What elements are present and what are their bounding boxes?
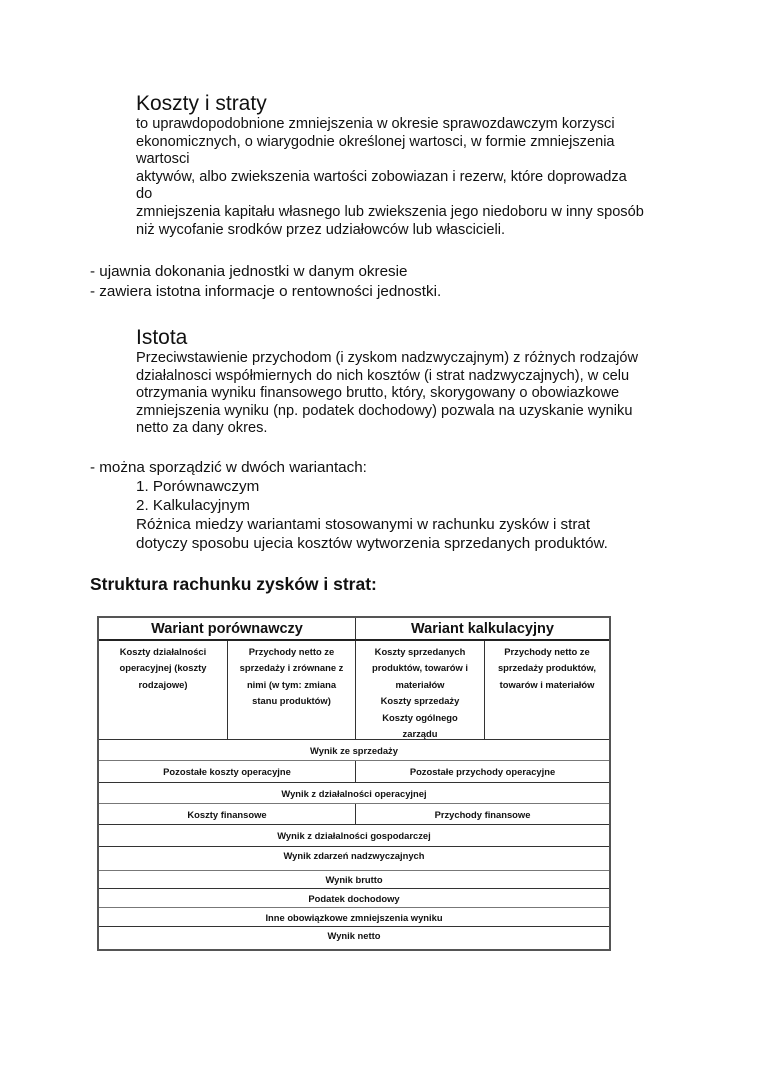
variant-list-item: 1. Porównawczym [136, 478, 260, 495]
paragraph-istota [136, 350, 638, 438]
text-line: niż wycofanie srodków przez udziałowców lub włascicieli. [136, 221, 506, 238]
table-header-row [99, 618, 609, 641]
text-line: wartosci [136, 151, 190, 168]
cell-wynik-ze-sprzedazy: Wynik ze sprzedaży [310, 744, 398, 756]
cell-text: produktów, towarów i [371, 662, 468, 674]
cell-text: towarów i materiałów [499, 678, 595, 690]
table-row [99, 908, 609, 927]
text-line: do [136, 186, 153, 203]
table-row [99, 871, 609, 889]
cell-wynik-netto: Wynik netto [327, 930, 381, 941]
heading-istota: Istota [136, 326, 188, 349]
structure-title: Struktura rachunku zysków i strat: [90, 574, 377, 594]
text-line: otrzymania wyniku finansowego brutto, który, skorygowany o obowiazkowe [136, 385, 620, 402]
cell-text: Koszty sprzedaży [380, 695, 460, 707]
text-line: ekonomicznych, o wiarygodnie określonej wartosci, w formie zmniejszenia [136, 133, 615, 150]
cell-przychody-netto-porownawczy [228, 641, 356, 739]
variants-note-line: dotyczy sposobu ujecia kosztów wytworzenia sprzedanych produktów. [136, 535, 608, 552]
table-row [99, 847, 609, 871]
text-line: to uprawdopodobnione zmniejszenia w okresie sprawozdawczym korzysci [136, 116, 615, 132]
table-row [99, 804, 609, 825]
cell-text: rodzajowe) [138, 678, 188, 690]
bullet-item: - ujawnia dokonania jednostki w danym okresie [90, 263, 408, 280]
variants-intro: - można sporządzić w dwóch wariantach: [90, 459, 367, 476]
table-row-costs-revenues [99, 641, 609, 740]
bullet-item: - zawiera istotna informacje o rentowności jednostki. [90, 283, 442, 300]
cell-koszty-dzialalnosci-operacyjnej [99, 641, 228, 739]
table-row [99, 740, 609, 761]
cell-podatek-dochodowy: Podatek dochodowy [308, 892, 400, 904]
cell-text: zarządu [402, 728, 438, 740]
cell-text: Koszty sprzedanych [374, 646, 466, 657]
paragraph-koszty-definition [136, 116, 644, 239]
cell-text: Przychody netto ze [248, 646, 335, 657]
cell-pozostale-koszty-operacyjne: Pozostałe koszty operacyjne [99, 761, 356, 782]
cell-text: stanu produktów) [252, 695, 331, 707]
cell-przychody-netto-kalkulacyjny [485, 641, 609, 739]
table-row [99, 783, 609, 804]
cell-text: Koszty działalności [119, 646, 207, 657]
cell-text: sprzedaży produktów, [497, 662, 597, 674]
cell-przychody-finansowe: Przychody finansowe [434, 808, 531, 820]
cell-inne-zmniejszenia-wyniku: Inne obowiązkowe zmniejszenia wyniku [265, 911, 443, 923]
cell-wynik-operacyjny: Wynik z działalności operacyjnej [281, 787, 427, 799]
text-line: aktywów, albo zwiekszenia wartości zobowiazan i rezerw, które doprowadza [136, 168, 627, 185]
table-row [99, 825, 609, 847]
text-line: działalnosci współmiernych do nich kosztów (i strat nadzwyczajnych), w celu [136, 367, 630, 384]
text-line: Przeciwstawienie przychodom (i zyskom nadzwyczajnym) z różnych rodzajów [136, 350, 639, 366]
cell-text: Koszty ogólnego [382, 711, 458, 723]
variant-list-item: 2. Kalkulacyjnym [136, 497, 250, 514]
header-wariant-kalkulacyjny: Wariant kalkulacyjny [411, 620, 554, 637]
income-statement-structure-table [97, 616, 611, 951]
cell-koszty-sprzedanych-produktow [356, 641, 485, 739]
cell-wynik-nadzwyczajny: Wynik zdarzeń nadzwyczajnych [283, 850, 425, 861]
cell-text: Przychody netto ze [504, 646, 590, 657]
heading-koszty-i-straty: Koszty i straty [136, 92, 267, 115]
cell-text: materiałów [395, 678, 445, 690]
table-row [99, 927, 609, 951]
table-row [99, 761, 609, 783]
cell-wynik-gospodarczy: Wynik z działalności gospodarczej [277, 830, 431, 841]
cell-text: operacyjnej (koszty [119, 662, 207, 674]
cell-wynik-brutto: Wynik brutto [325, 874, 383, 885]
variants-note-line: Różnica miedzy wariantami stosowanymi w rachunku zysków i strat [136, 516, 591, 533]
text-line: zmniejszenia wyniku (np. podatek dochodowy) pozwala na uzyskanie wyniku [136, 402, 633, 419]
cell-koszty-finansowe: Koszty finansowe [99, 804, 356, 824]
cell-pozostale-przychody-operacyjne: Pozostałe przychody operacyjne [409, 766, 556, 777]
text-line: netto za dany okres. [136, 420, 268, 437]
header-wariant-porownawczy: Wariant porównawczy [99, 618, 356, 639]
table-row [99, 889, 609, 908]
text-line: zmniejszenia kapitału własnego lub zwiekszenia jego niedoboru w inny sposób [136, 203, 644, 220]
cell-text: sprzedaży i zrównane z [239, 662, 344, 674]
cell-text: nimi (w tym: zmiana [246, 678, 337, 690]
